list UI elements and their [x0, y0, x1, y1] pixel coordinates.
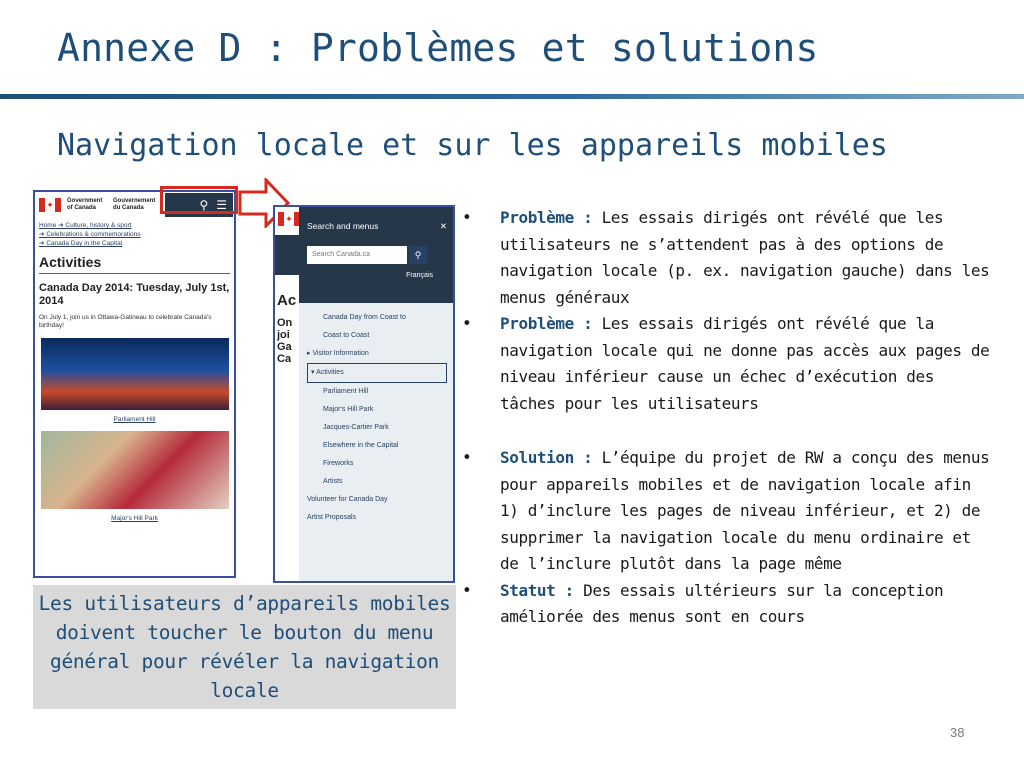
- bullet-item: • Solution : L’équipe du projet de RW a conçu des menus pour appareils mobiles et de navigation locale afin 1) d’inclure les pages de niveau inférieur, et 2) de supprimer la navigation locale du menu ordinaire et de l’inclure plutôt dans la page même: [462, 448, 990, 573]
- search-icon: ⚲: [199, 198, 209, 212]
- majors-hill-park-link[interactable]: Major's Hill Park: [111, 515, 158, 522]
- hamburger-menu-icon: ☰: [216, 198, 227, 212]
- slide-title: Annexe D : Problèmes et solutions: [57, 26, 819, 70]
- mobile-screenshot-after: [273, 205, 455, 583]
- bullet-item: • Problème : Les essais dirigés ont révélé que les utilisateurs ne s’attendent pas à des options de navigation locale (p. ex. navigation gauche) dans les menus généraux: [462, 208, 990, 307]
- search-and-menus-panel: [299, 207, 455, 581]
- bullet-list: [458, 205, 998, 631]
- event-title: Canada Day 2014: Tuesday, July 1st, 2014: [39, 282, 230, 307]
- menu-item[interactable]: Artists: [323, 478, 343, 485]
- search-input[interactable]: Search Canada.ca: [307, 246, 407, 264]
- menu-item[interactable]: Volunteer for Canada Day: [307, 496, 388, 503]
- screenshot-caption: Les utilisateurs d’appareils mobiles doivent toucher le bouton du menu général pour révéler la navigation locale: [33, 585, 456, 709]
- menu-button-highlight: [160, 186, 238, 214]
- menu-item[interactable]: Jacques-Cartier Park: [323, 424, 389, 431]
- gov-en-label: Government of Canada: [67, 198, 103, 211]
- canada-flag-icon: ✦: [278, 212, 300, 226]
- bullet-item: • Problème : Les essais dirigés ont révélé que la navigation locale qui ne donne pas accès aux pages de niveau inférieur cause un échec d’exécution des tâches pour les utilisateurs: [462, 314, 990, 413]
- breadcrumb-2[interactable]: ➔ Celebrations & commemorations: [39, 231, 141, 238]
- menu-item-visitor-info[interactable]: ▸ Visitor Information: [307, 350, 369, 357]
- title-divider: [0, 94, 1024, 99]
- menu-item[interactable]: Coast to Coast: [323, 332, 370, 339]
- page-fragment: Ac On joi Ga Ca: [277, 292, 297, 365]
- breadcrumb-1[interactable]: Home ➔ Culture, history & sport: [39, 222, 132, 229]
- menu-item-activities[interactable]: ▾ Activities: [307, 363, 447, 383]
- menu-item[interactable]: Fireworks: [323, 460, 354, 467]
- page-number: 38: [950, 725, 965, 740]
- menu-item[interactable]: Elsewhere in the Capital: [323, 442, 399, 449]
- page-heading: Activities: [39, 254, 230, 274]
- parliament-hill-photo[interactable]: [41, 338, 229, 410]
- gov-fr-label: Gouvernement du Canada: [113, 198, 156, 211]
- canada-flag-icon: ✦: [39, 198, 61, 212]
- menu-item[interactable]: Artist Proposals: [307, 514, 357, 521]
- close-icon[interactable]: ✕: [439, 221, 447, 231]
- menu-item[interactable]: Parliament Hill: [323, 388, 369, 395]
- slide-subtitle: Navigation locale et sur les appareils mobiles: [57, 128, 888, 163]
- local-nav-menu: [299, 303, 455, 533]
- parliament-hill-link[interactable]: Parliament Hill: [113, 416, 156, 423]
- menu-item[interactable]: Canada Day from Coast to: [323, 314, 406, 321]
- majors-hill-park-photo[interactable]: [41, 431, 229, 509]
- bullet-item: • Statut : Des essais ultérieurs sur la conception améliorée des menus sont en cours: [462, 580, 944, 626]
- search-button[interactable]: [409, 246, 427, 264]
- mobile-screenshot-before: [33, 190, 236, 578]
- panel-title: Search and menus: [307, 221, 379, 231]
- breadcrumb-3[interactable]: ➔ Canada Day in the Capital: [39, 240, 123, 247]
- menu-item[interactable]: Major's Hill Park: [323, 406, 374, 413]
- event-note: On July 1, join us in Ottawa-Gatineau to celebrate Canada's birthday!: [39, 314, 212, 329]
- search-icon: ⚲: [414, 250, 422, 260]
- language-toggle[interactable]: Français: [406, 272, 433, 279]
